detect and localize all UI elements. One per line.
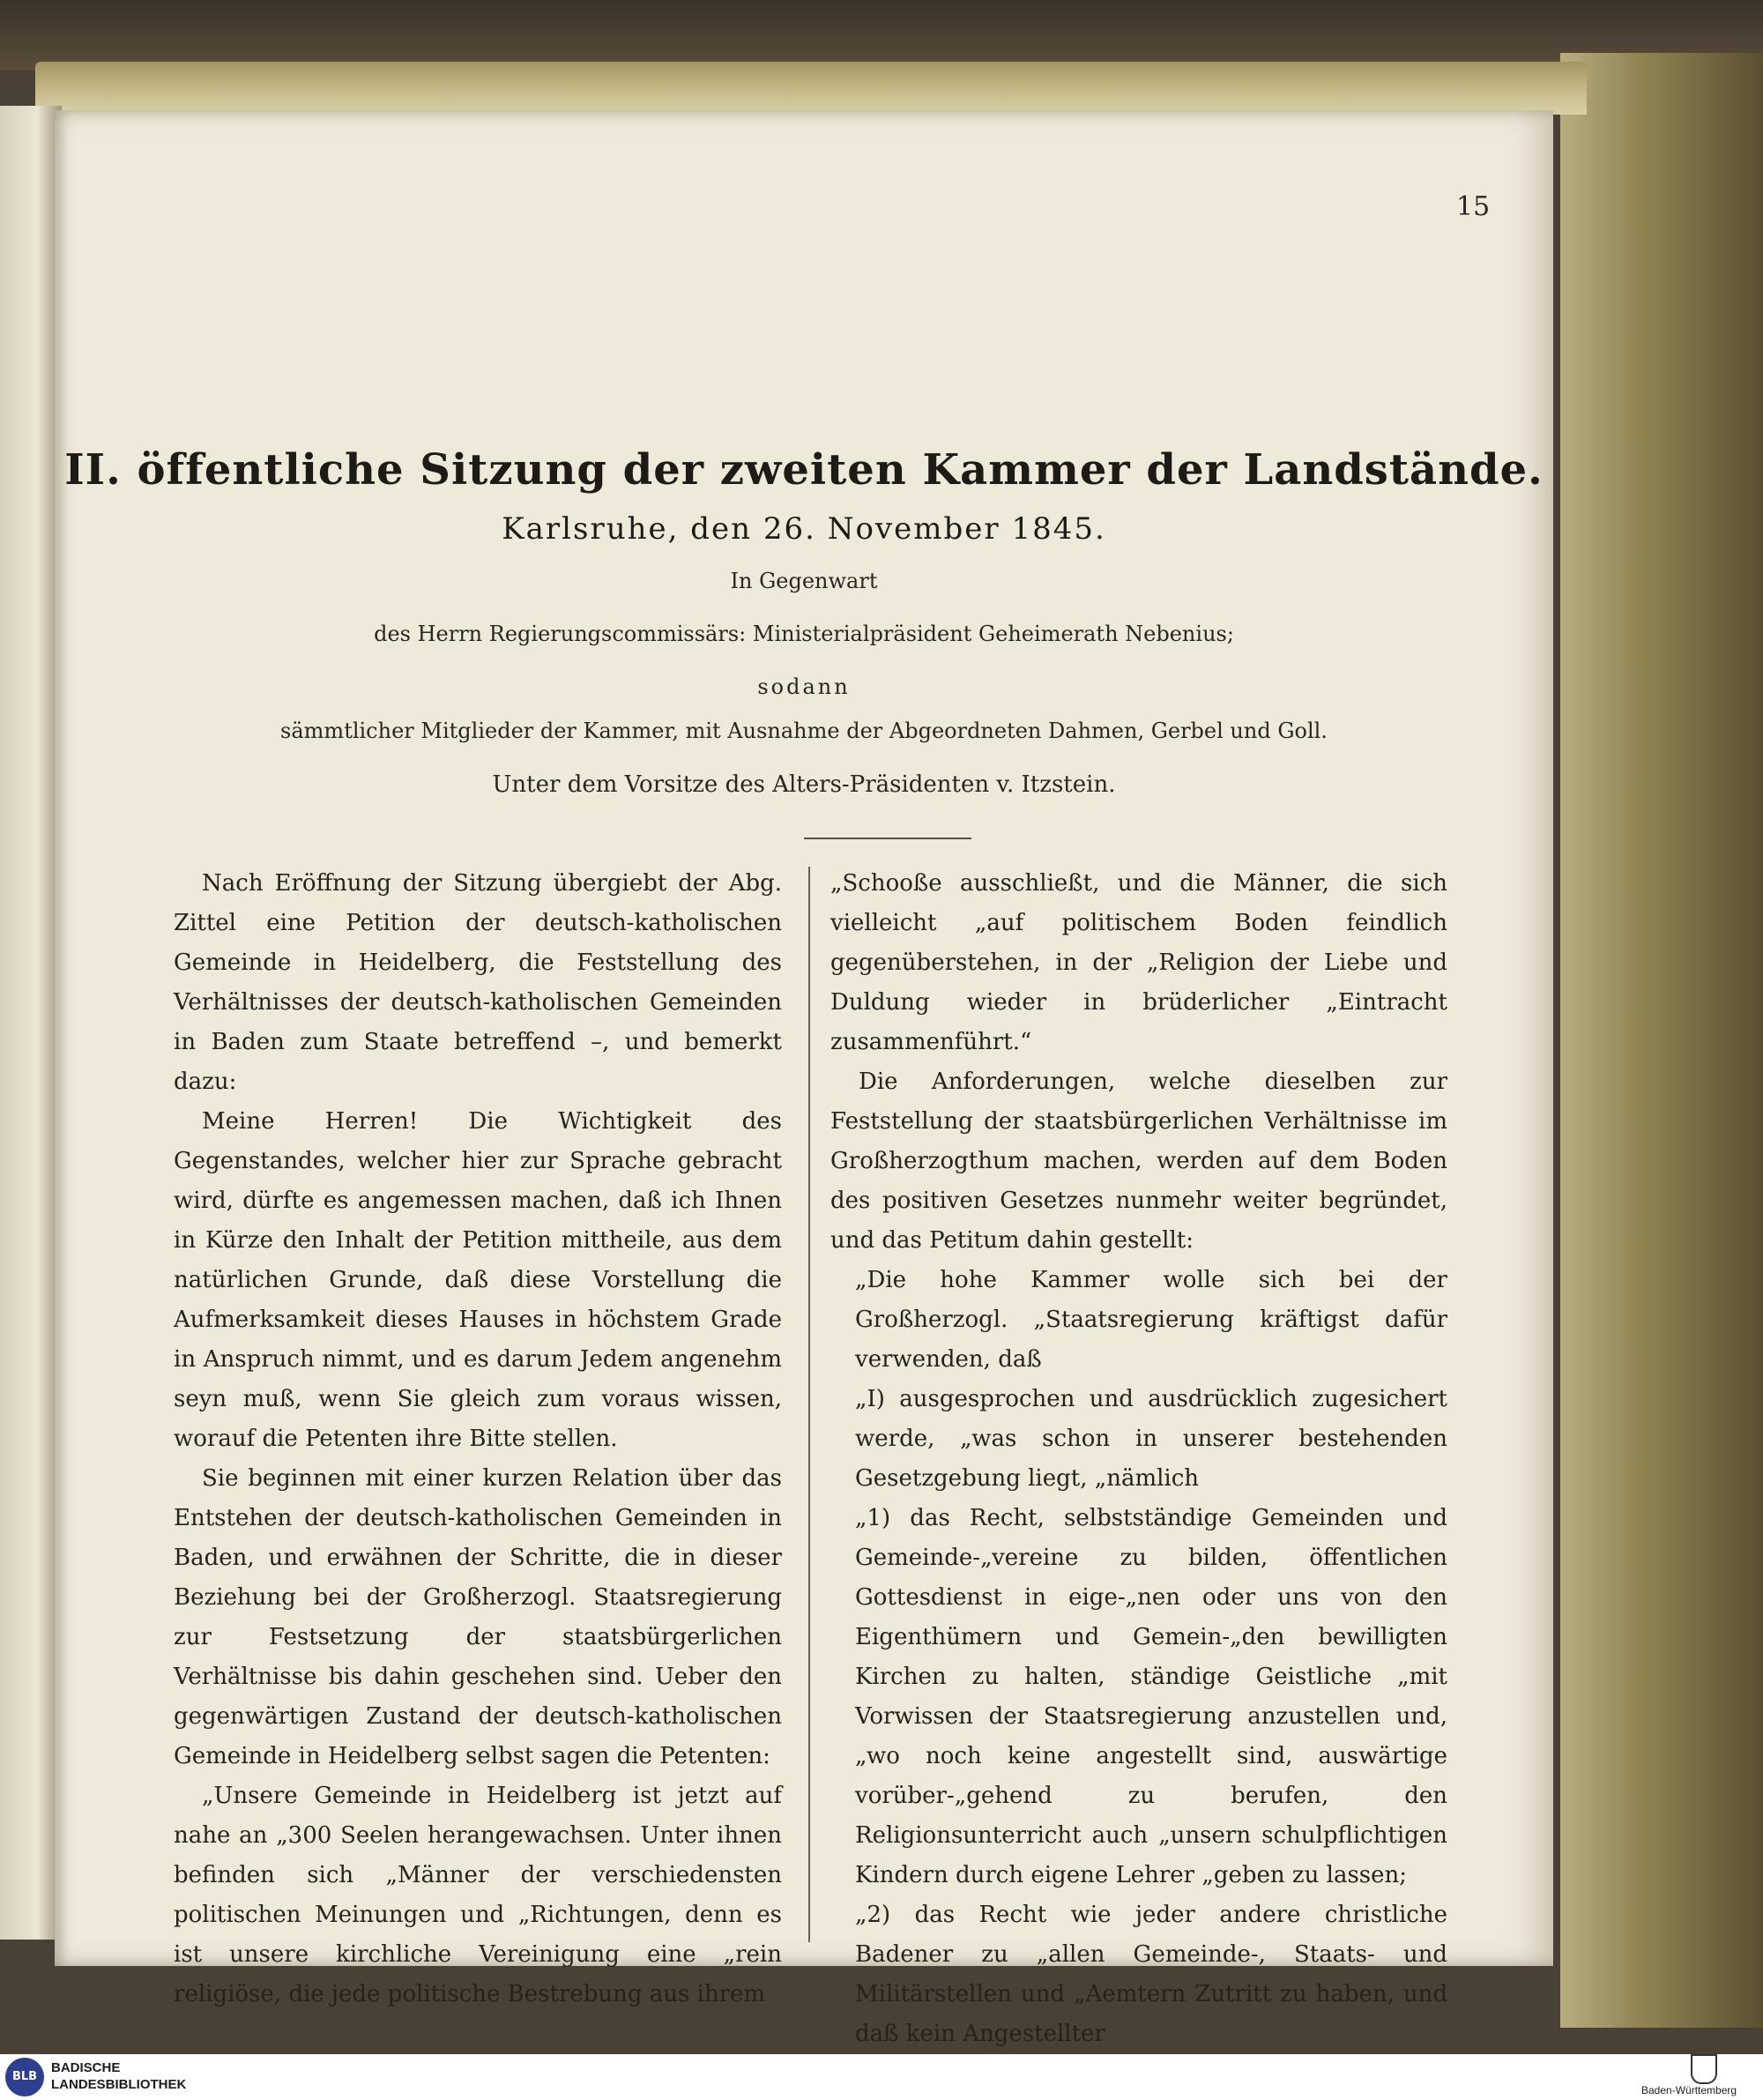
book-cover-right	[1560, 53, 1763, 2028]
paragraph: „Schooße ausschließt, und die Männer, die sich vielleicht „auf politischem Boden feindlich gegenüberstehen, in der „Religion der Liebe und Duldung wieder in brüderlicher „Eintracht zusammenführt.“	[830, 870, 1447, 1055]
page-number: 15	[1456, 191, 1491, 222]
state-name: Baden-Württemberg	[1641, 2084, 1737, 2096]
session-date: Karlsruhe, den 26. November 1845.	[502, 511, 1106, 547]
separator-rule	[804, 838, 971, 839]
presence-heading: In Gegenwart	[730, 569, 878, 593]
page-title: II. öffentliche Sitzung der zweiten Kammer der Landstände.	[64, 445, 1544, 495]
footer-band	[0, 2054, 1763, 2100]
coat-of-arms-icon	[1691, 2054, 1717, 2084]
paragraph: Sie beginnen mit einer kurzen Relation über das Entstehen der deutsch-katholischen Gemeinden in Baden, und erwähnen der Schritte, die in dieser Beziehung bei der Großherzogl. Staatsregierung zur Festsetzung der staatsbürgerlichen Verhältnisse bis dahin geschehen sind. Ueber den gegenwärtigen Zustand der deutsch-katholischen Gemeinde in Heidelberg selbst sagen die Petenten:	[174, 1465, 782, 1769]
paragraph: „2) das Recht wie jeder andere christliche Badener zu „allen Gemeinde-, Staats- und Militärstellen und „Aemtern Zutritt zu haben, und daß kein Angestellter	[855, 1902, 1447, 2047]
blb-logo-icon: BLB	[5, 2058, 44, 2096]
paragraph: „I) ausgesprochen und ausdrücklich zugesichert werde, „was schon in unserer bestehenden Gesetzgebung liegt, „nämlich	[855, 1386, 1447, 1492]
page-edges	[35, 62, 1587, 115]
facing-page-edge	[0, 106, 62, 1940]
book-cover-top	[0, 0, 1763, 71]
left-column	[174, 864, 782, 2014]
library-name	[51, 2059, 186, 2093]
paragraph: Meine Herren! Die Wichtigkeit des Gegenstandes, welcher hier zur Sprache gebracht wird, dürfte es angemessen machen, daß ich Ihnen in Kürze den Inhalt der Petition mittheile, aus dem natürlichen Grunde, daß diese Vorstellung die Aufmerksamkeit dieses Hauses in höchstem Grade in Anspruch nimmt, und es darum Jedem angenehm seyn muß, wenn Sie gleich zum voraus wissen, worauf die Petenten ihre Bitte stellen.	[174, 1108, 782, 1452]
book-page	[55, 110, 1553, 2047]
paragraph: Die Anforderungen, welche dieselben zur Feststellung der staatsbürgerlichen Verhältnisse im Großherzogthum machen, werden auf dem Boden des positiven Gesetzes nunmehr weiter begründet, und das Petitum dahin gestellt:	[830, 1069, 1447, 1254]
library-name-line2: LANDESBIBLIOTHEK	[51, 2077, 187, 2092]
members-line: sämmtlicher Mitglieder der Kammer, mit Ausnahme der Abgeordneten Dahmen, Gerbel und Goll.	[280, 719, 1328, 743]
right-column	[830, 864, 1447, 2054]
paragraph: „Die hohe Kammer wolle sich bei der Großherzogl. „Staatsregierung kräftigst dafür verwenden, daß	[855, 1267, 1447, 1373]
library-name-line1: BADISCHE	[51, 2060, 121, 2075]
chair-line: Unter dem Vorsitze des Alters-Präsidenten v. Itzstein.	[492, 771, 1116, 798]
commissioner-line: des Herrn Regierungscommissärs: Ministerialpräsident Geheimerath Nebenius;	[374, 622, 1234, 646]
paragraph: „1) das Recht, selbstständige Gemeinden und Gemeinde-„vereine zu bilden, öffentlichen Gottesdienst in eige-„nen oder uns von den Eigenthümern und Gemein-„den bewilligten Kirchen zu halten, ständige Geistliche „mit Vorwissen der Staatsregierung anzustellen und, „wo noch keine angestellt sind, auswärtige vorüber-„gehend zu berufen, den Religionsunterricht auch „unsern schulpflichtigen Kindern durch eigene Lehrer „geben zu lassen;	[855, 1505, 1447, 1888]
sodann-line: sodann	[757, 674, 851, 699]
paragraph: Nach Eröffnung der Sitzung übergiebt der Abg. Zittel eine Petition der deutsch-katholischen Gemeinde in Heidelberg, die Feststellung des Verhältnisses der deutsch-katholischen Gemeinden in Baden zum Staate betreffend –, und bemerkt dazu:	[174, 870, 782, 1095]
column-divider	[808, 867, 810, 1942]
paragraph: „Unsere Gemeinde in Heidelberg ist jetzt auf nahe an „300 Seelen herangewachsen. Unter ihnen befinden sich „Männer der verschiedensten politischen Meinungen und „Richtungen, denn es ist unsere kirchliche Vereinigung eine „rein religiöse, die jede politische Bestrebung aus ihrem	[174, 1783, 782, 2007]
